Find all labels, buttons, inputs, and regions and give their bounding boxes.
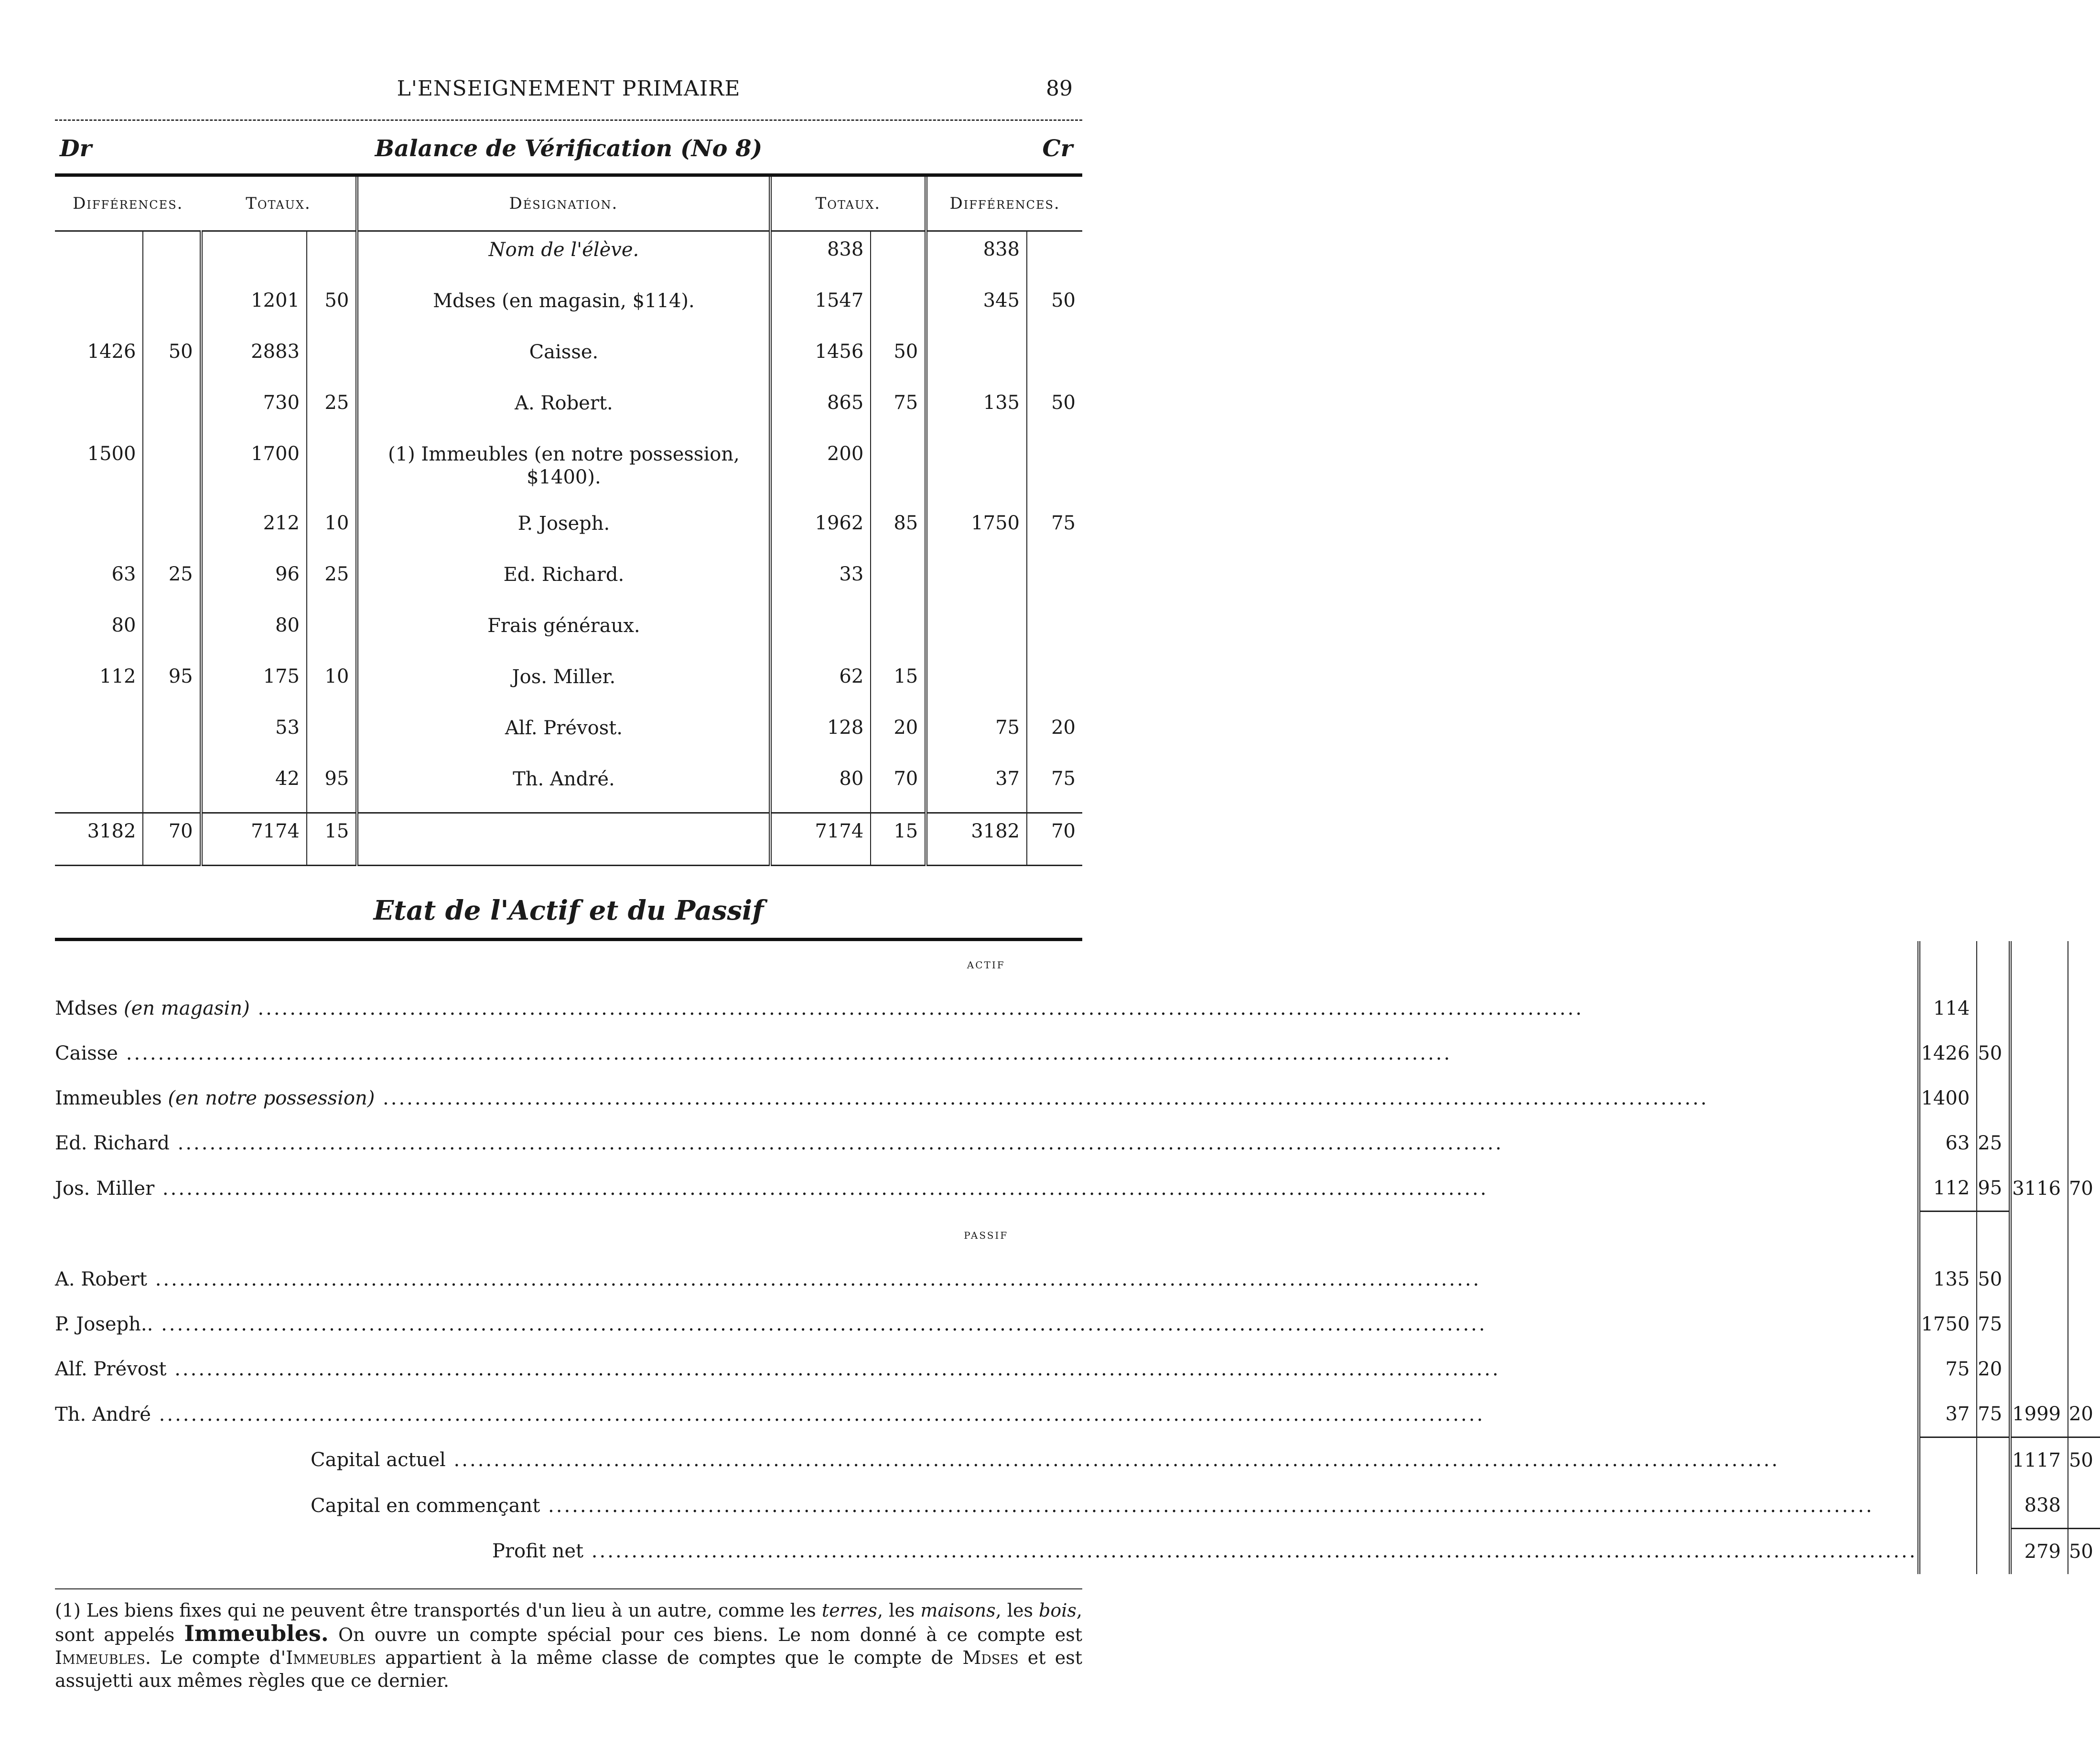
col-totaux-cr: Totaux.	[770, 177, 926, 231]
diff-debit-cents	[143, 710, 201, 761]
balance-row	[55, 557, 1082, 608]
total-credit-cents	[871, 608, 926, 659]
balance-row	[55, 659, 1082, 710]
etat-label	[55, 1483, 1919, 1529]
etat-amount	[2010, 1121, 2068, 1166]
etat-label	[55, 1302, 1919, 1347]
leader-dots	[147, 1268, 1481, 1290]
footnote-text: appartient à la même classe de comptes que le compte de	[376, 1647, 963, 1668]
footnote-mdses-sc: Mdses	[962, 1647, 1019, 1668]
etat-amount	[2010, 1212, 2068, 1257]
etat-amount	[2010, 1347, 2068, 1392]
diff-credit-cents	[1027, 231, 1082, 283]
total-debit-cents: 95	[307, 761, 357, 813]
total-debit-cents	[307, 231, 357, 283]
etat-row	[55, 1257, 2100, 1302]
balance-header-row	[55, 177, 1082, 231]
credit-label: Cr	[1042, 135, 1073, 162]
etat-amount	[2010, 1031, 2068, 1076]
etat-row	[55, 1166, 2100, 1212]
footnote-terres: terres	[821, 1600, 877, 1621]
etat-amount: 50	[1977, 1031, 2010, 1076]
footnote-immeubles-sc: Immeubles	[55, 1647, 145, 1668]
total-designation-blank	[357, 813, 770, 866]
total-credit-cents: 75	[871, 385, 926, 436]
balance-row	[55, 505, 1082, 557]
total-debit-cents	[307, 710, 357, 761]
diff-credit-dollars: 37	[926, 761, 1027, 813]
etat-label-text: Capital en commençant	[311, 1494, 540, 1517]
etat-amount	[2068, 1031, 2100, 1076]
diff-credit-dollars	[926, 608, 1027, 659]
diff-credit-dollars: 135	[926, 385, 1027, 436]
col-differences-dr: Différences.	[55, 177, 201, 231]
diff-credit-cents: 50	[1027, 385, 1082, 436]
total-debit-cents: 10	[307, 659, 357, 710]
etat-amount: 135	[1919, 1257, 1977, 1302]
leader-dots	[170, 1132, 1503, 1154]
etat-amount: 1400	[1919, 1076, 1977, 1121]
diff-credit-dollars	[926, 436, 1027, 505]
total-diff-credit-cents: 70	[1027, 813, 1082, 866]
leader-dots	[250, 997, 1583, 1019]
profit-net-row	[55, 1529, 2100, 1575]
etat-amount	[1919, 1483, 1977, 1529]
etat-amount: 1999	[2010, 1392, 2068, 1437]
total-credit-cents: 50	[871, 334, 926, 385]
etat-label-note: (en magasin)	[124, 997, 250, 1019]
total-credit-dollars: 128	[827, 717, 864, 739]
diff-credit-dollars	[926, 659, 1027, 710]
total-credit-cents	[871, 557, 926, 608]
designation: Caisse.	[357, 334, 770, 385]
diff-credit-dollars: 75	[926, 710, 1027, 761]
etat-amount	[1977, 1529, 2010, 1575]
diff-debit-dollars: 112	[99, 665, 136, 687]
total-credit-dollars: 62	[839, 665, 864, 687]
etat-amount: 3116	[2010, 1166, 2068, 1212]
diff-credit-dollars: 345	[926, 283, 1027, 334]
total-credit-dollars: 33	[839, 563, 864, 585]
balance-title: Balance de Vérification (No 8)	[375, 135, 763, 162]
diff-debit-dollars	[55, 231, 143, 283]
etat-label	[55, 1437, 1919, 1483]
page-number: 89	[1046, 76, 1073, 101]
diff-debit-dollars	[55, 385, 143, 436]
etat-amount	[2068, 941, 2100, 986]
total-debit-cents	[307, 436, 357, 505]
etat-amount	[2068, 986, 2100, 1031]
diff-debit-dollars: 1500	[87, 443, 136, 465]
total-credit-dollars	[770, 608, 871, 659]
balance-row	[55, 334, 1082, 385]
running-header	[55, 76, 1082, 110]
total-credit-dollars: 1547	[815, 290, 864, 311]
etat-amount	[2010, 1257, 2068, 1302]
header-title: L'ENSEIGNEMENT PRIMAIRE	[397, 76, 741, 101]
etat-amount: 50	[2068, 1437, 2100, 1483]
diff-credit-dollars: 838	[926, 231, 1027, 283]
balance-table	[55, 177, 1082, 866]
total-debit-dollars	[201, 231, 307, 283]
etat-amount: 63	[1919, 1121, 1977, 1166]
footnote-immeubles-bold: Immeubles.	[184, 1620, 329, 1646]
diff-credit-dollars	[926, 334, 1027, 385]
etat-amount: 1426	[1919, 1031, 1977, 1076]
etat-label-text: Immeubles	[55, 1087, 162, 1109]
etat-amount: 1750	[1919, 1302, 1977, 1347]
designation: (1) Immeubles (en notre possession, $1400).	[357, 436, 770, 505]
designation: P. Joseph.	[357, 505, 770, 557]
etat-amount	[2068, 1347, 2100, 1392]
leader-dots	[151, 1404, 1485, 1426]
leader-dots	[154, 1178, 1488, 1200]
diff-debit-cents	[143, 505, 201, 557]
footnote-text: , les	[995, 1600, 1039, 1621]
leader-dots	[540, 1495, 1874, 1517]
total-credit-cents	[871, 436, 926, 505]
diff-debit-dollars	[55, 761, 143, 813]
total-credit-dollars: 80	[839, 768, 864, 790]
etat-amount	[2068, 1257, 2100, 1302]
balance-row	[55, 385, 1082, 436]
diff-credit-cents	[1027, 334, 1082, 385]
diff-debit-dollars	[55, 283, 143, 334]
total-debit-cents	[307, 334, 357, 385]
etat-label	[55, 1166, 1919, 1212]
etat-amount	[1919, 1212, 1977, 1257]
total-credit-cents: 20	[871, 710, 926, 761]
diff-debit-cents	[143, 608, 201, 659]
leader-dots	[375, 1087, 1708, 1109]
etat-amount: 1117	[2010, 1437, 2068, 1483]
etat-amount: 20	[1977, 1347, 2010, 1392]
etat-label-text: Th. André	[55, 1403, 151, 1426]
total-credit-dollars: 838	[827, 238, 864, 260]
diff-debit-cents	[143, 283, 201, 334]
total-credit-cents: 15	[871, 659, 926, 710]
footnote-immeubles-sc: Immeubles	[286, 1647, 376, 1668]
diff-credit-dollars	[926, 557, 1027, 608]
etat-label	[55, 1529, 1919, 1575]
diff-debit-cents	[143, 761, 201, 813]
total-credit-cents: 70	[871, 761, 926, 813]
total-credit-dollars: 1456	[815, 341, 864, 363]
diff-debit-cents	[143, 436, 201, 505]
designation: Jos. Miller.	[357, 659, 770, 710]
etat-amount: 75	[1919, 1347, 1977, 1392]
diff-debit-dollars: 80	[111, 614, 136, 636]
total-credit-dollars: 865	[827, 392, 864, 414]
total-credit-dollars: 1962	[815, 512, 864, 534]
etat-label	[55, 1121, 1919, 1166]
etat-amount: 70	[2068, 1166, 2100, 1212]
footnote-text: , sont appelés	[55, 1600, 1082, 1645]
etat-label-text: P. Joseph..	[55, 1313, 153, 1335]
designation: Nom de l'élève.	[357, 231, 770, 283]
etat-label	[55, 1257, 1919, 1302]
diff-debit-cents: 95	[143, 659, 201, 710]
etat-amount	[1919, 941, 1977, 986]
total-credit-cents	[871, 283, 926, 334]
etat-label-text: Profit net	[492, 1540, 584, 1563]
footnote-text: On ouvre un compte spécial pour ces biens. Le nom donné à ce compte est	[328, 1624, 1082, 1645]
heading-rule	[55, 173, 1082, 177]
diff-debit-cents	[143, 385, 201, 436]
etat-amount: 50	[1977, 1257, 2010, 1302]
footnote-text: et est assujetti aux mêmes règles que ce dernier.	[55, 1647, 1082, 1691]
etat-amount: 75	[1977, 1392, 2010, 1437]
diff-debit-dollars	[55, 710, 143, 761]
diff-credit-cents: 50	[1027, 283, 1082, 334]
designation: Frais généraux.	[357, 608, 770, 659]
etat-amount: 114	[1919, 986, 1977, 1031]
total-debit-cents	[307, 608, 357, 659]
etat-amount: 20	[2068, 1392, 2100, 1437]
leader-dots	[446, 1449, 1779, 1471]
total-diff-credit-dollars: 3182	[926, 813, 1027, 866]
etat-amount	[1977, 1483, 2010, 1529]
etat-amount: 75	[1977, 1302, 2010, 1347]
etat-amount	[1919, 1529, 1977, 1575]
etat-label-text: Jos. Miller	[55, 1177, 155, 1200]
total-debit-dollars: 96	[201, 557, 307, 608]
diff-credit-dollars: 1750	[926, 505, 1027, 557]
designation: Ed. Richard.	[357, 557, 770, 608]
etat-label: passif	[964, 1226, 1009, 1242]
etat-amount: 50	[2068, 1529, 2100, 1575]
total-debit-dollars: 1201	[201, 283, 307, 334]
total-debit-cents: 25	[307, 385, 357, 436]
diff-credit-cents	[1027, 608, 1082, 659]
passif-heading	[55, 1212, 2100, 1257]
total-debit-dollars: 80	[201, 608, 307, 659]
total-totaux-credit-cents: 15	[871, 813, 926, 866]
etat-row	[55, 1392, 2100, 1437]
balance-row	[55, 231, 1082, 283]
total-credit-cents: 85	[871, 505, 926, 557]
total-totaux-credit-dollars: 7174	[770, 813, 871, 866]
etat-amount	[2010, 986, 2068, 1031]
etat-row	[55, 1302, 2100, 1347]
etat-amount	[2068, 1212, 2100, 1257]
etat-label-text: Alf. Prévost	[55, 1358, 167, 1380]
etat-amount: 25	[1977, 1121, 2010, 1166]
etat-amount	[1977, 1437, 2010, 1483]
diff-credit-cents	[1027, 659, 1082, 710]
total-debit-dollars: 2883	[201, 334, 307, 385]
balance-row	[55, 761, 1082, 813]
etat-label-text: Capital actuel	[311, 1449, 446, 1471]
total-debit-dollars: 175	[201, 659, 307, 710]
etat-amount	[1919, 1437, 1977, 1483]
leader-dots	[583, 1540, 1917, 1562]
designation: Th. André.	[357, 761, 770, 813]
etat-amount	[1977, 986, 2010, 1031]
designation: Mdses (en magasin, $114).	[357, 283, 770, 334]
etat-label: actif	[967, 955, 1005, 972]
total-diff-debit-cents: 70	[143, 813, 201, 866]
page	[55, 76, 2093, 1692]
etat-row	[55, 1121, 2100, 1166]
etat-amount: 112	[1919, 1166, 1977, 1212]
diff-debit-cents: 50	[143, 334, 201, 385]
balance-row	[55, 608, 1082, 659]
actif-heading	[55, 941, 2100, 986]
leader-dots	[118, 1042, 1452, 1064]
diff-debit-cents: 25	[143, 557, 201, 608]
total-debit-dollars: 1700	[201, 436, 307, 505]
etat-label-text: Caisse	[55, 1042, 118, 1064]
balance-row	[55, 436, 1082, 505]
etat-amount: 95	[1977, 1166, 2010, 1212]
etat-amount	[1977, 1076, 2010, 1121]
col-totaux-dr: Totaux.	[201, 177, 357, 231]
capital-commencant-row	[55, 1483, 2100, 1529]
total-credit-cents	[871, 231, 926, 283]
etat-title: Etat de l'Actif et du Passif	[373, 895, 764, 926]
total-debit-dollars: 42	[201, 761, 307, 813]
designation: A. Robert.	[357, 385, 770, 436]
total-debit-dollars: 730	[201, 385, 307, 436]
col-designation: Désignation.	[357, 177, 770, 231]
debit-label: Dr	[60, 135, 92, 162]
balance-row	[55, 283, 1082, 334]
etat-amount	[2068, 1483, 2100, 1529]
etat-amount	[1977, 1212, 2010, 1257]
etat-label	[55, 986, 1919, 1031]
etat-label	[55, 1031, 1919, 1076]
etat-amount	[2068, 1076, 2100, 1121]
etat-amount: 279	[2010, 1529, 2068, 1575]
total-debit-cents: 50	[307, 283, 357, 334]
leader-dots	[166, 1358, 1500, 1380]
diff-credit-cents	[1027, 436, 1082, 505]
total-debit-dollars: 212	[201, 505, 307, 557]
etat-label	[55, 1347, 1919, 1392]
diff-credit-cents: 75	[1027, 761, 1082, 813]
etat-label	[55, 1076, 1919, 1121]
footnote-bois: bois	[1039, 1600, 1077, 1621]
footnote-maisons: maisons	[920, 1600, 996, 1621]
etat-amount	[2068, 1302, 2100, 1347]
etat-row	[55, 1076, 2100, 1121]
balance-heading	[55, 121, 1082, 173]
total-totaux-debit-dollars: 7174	[201, 813, 307, 866]
total-debit-cents: 10	[307, 505, 357, 557]
diff-credit-cents: 20	[1027, 710, 1082, 761]
etat-amount: 838	[2010, 1483, 2068, 1529]
total-credit-dollars: 200	[827, 443, 864, 465]
balance-row	[55, 710, 1082, 761]
diff-credit-cents	[1027, 557, 1082, 608]
diff-credit-cents: 75	[1027, 505, 1082, 557]
etat-amount	[2010, 1302, 2068, 1347]
diff-debit-dollars	[55, 505, 143, 557]
etat-amount	[2068, 1121, 2100, 1166]
etat-table	[55, 941, 2100, 1574]
etat-amount	[1977, 941, 2010, 986]
leader-dots	[153, 1313, 1486, 1335]
etat-row	[55, 1347, 2100, 1392]
diff-debit-dollars: 1426	[87, 341, 136, 363]
designation: Alf. Prévost.	[357, 710, 770, 761]
etat-label-text: Mdses	[55, 997, 118, 1019]
capital-actuel-row	[55, 1437, 2100, 1483]
footnote-text: (1) Les biens fixes qui ne peuvent être transportés d'un lieu à un autre, comme les	[55, 1600, 822, 1621]
total-totaux-debit-cents: 15	[307, 813, 357, 866]
etat-amount: 37	[1919, 1392, 1977, 1437]
etat-label-text: Ed. Richard	[55, 1132, 170, 1154]
balance-total-row	[55, 813, 1082, 866]
total-diff-debit-dollars: 3182	[55, 813, 143, 866]
diff-debit-cents	[143, 231, 201, 283]
total-debit-cents: 25	[307, 557, 357, 608]
etat-amount	[2010, 941, 2068, 986]
footnote	[55, 1588, 1082, 1692]
total-debit-dollars: 53	[201, 710, 307, 761]
col-differences-cr: Différences.	[926, 177, 1082, 231]
etat-label-text: A. Robert	[55, 1268, 147, 1290]
etat-row	[55, 986, 2100, 1031]
etat-row	[55, 1031, 2100, 1076]
diff-debit-dollars: 63	[111, 563, 136, 585]
etat-label	[55, 1392, 1919, 1437]
footnote-text: , les	[877, 1600, 921, 1621]
etat-label-note: (en notre possession)	[168, 1087, 375, 1109]
etat-rule	[55, 938, 1082, 941]
footnote-text: . Le compte d'	[145, 1647, 286, 1668]
etat-amount	[2010, 1076, 2068, 1121]
